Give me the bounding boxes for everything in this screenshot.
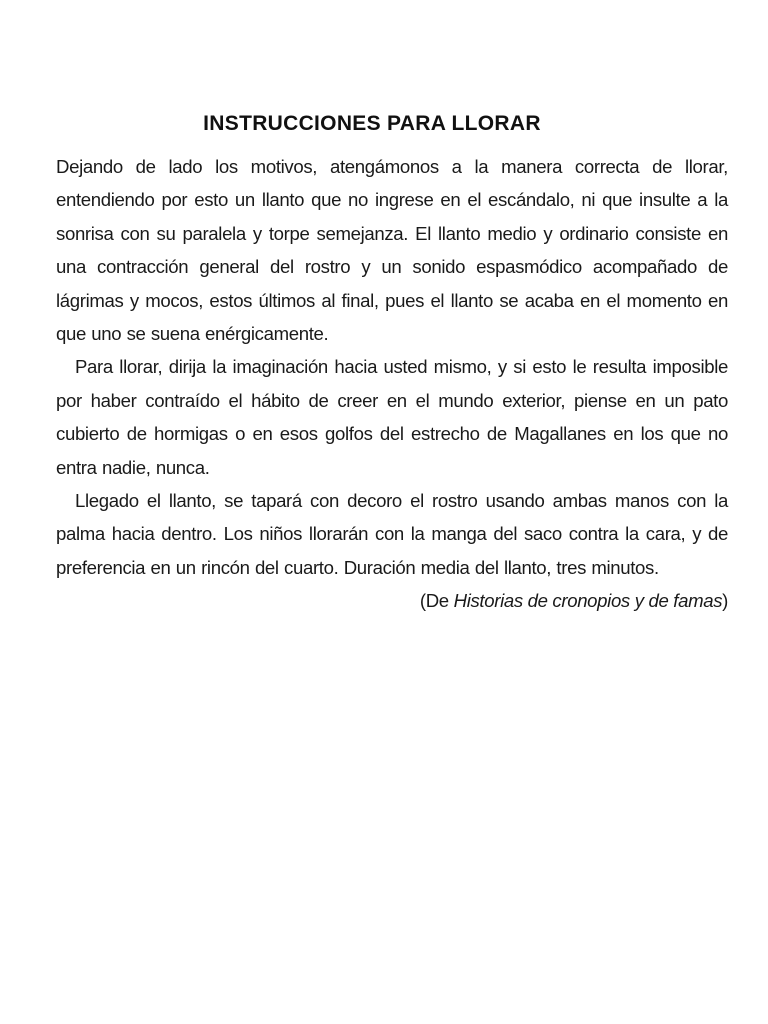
source-close: ) bbox=[722, 590, 728, 612]
source-open: (De bbox=[419, 590, 454, 612]
source-book-title: Historias de cronopios y de famas bbox=[453, 590, 723, 612]
paragraph-2: Para llorar, dirija la imaginación hacia usted mismo, y si esto le resulta imposible por haber contraído el hábito de creer en el mundo exterior, piense en un pato cubierto de hormigas o en esos golfos del estrecho de Magallanes en los que no entra nadie, nunca. bbox=[56, 356, 728, 478]
source-citation bbox=[56, 584, 728, 617]
document-page bbox=[56, 112, 728, 617]
paragraph-1: Dejando de lado los motivos, atengámonos a la manera correcta de llorar, entendiendo por esto un llanto que no ingrese en el escándalo, ni que insulte a la sonrisa con su paralela y torpe semejanza. El llanto medio y ordinario consiste en una contracción general del rostro y un sonido espasmódico acompañado de lágrimas y mocos, estos últimos al final, pues el llanto se acaba en el momento en que uno se suena enérgicamente. bbox=[56, 156, 728, 345]
document-title: INSTRUCCIONES PARA LLORAR bbox=[203, 112, 541, 135]
paragraph-3: Llegado el llanto, se tapará con decoro el rostro usando ambas manos con la palma hacia dentro. Los niños llorarán con la manga del saco contra la cara, y de preferencia en un rincón del cuarto. Duración media del llanto, tres minutos. bbox=[56, 490, 728, 578]
